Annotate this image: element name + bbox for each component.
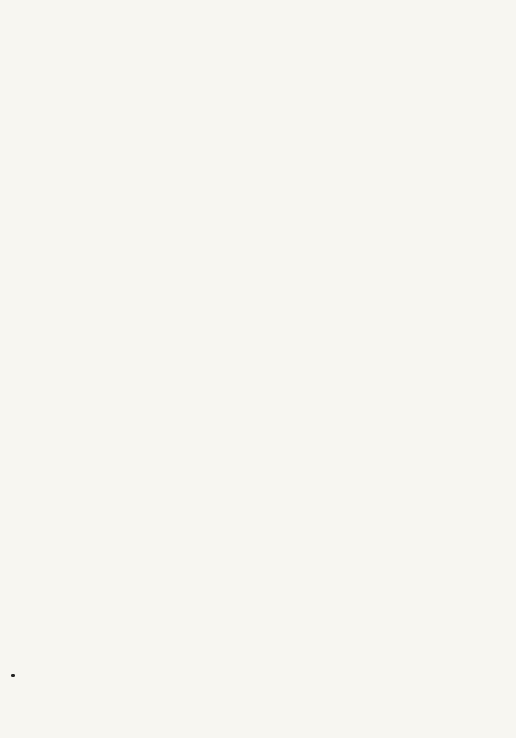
top-half	[24, 20, 492, 340]
top-column-area	[24, 20, 492, 340]
margin-mark	[11, 674, 15, 677]
bottom-half	[24, 358, 492, 678]
bottom-column-area	[24, 358, 492, 678]
